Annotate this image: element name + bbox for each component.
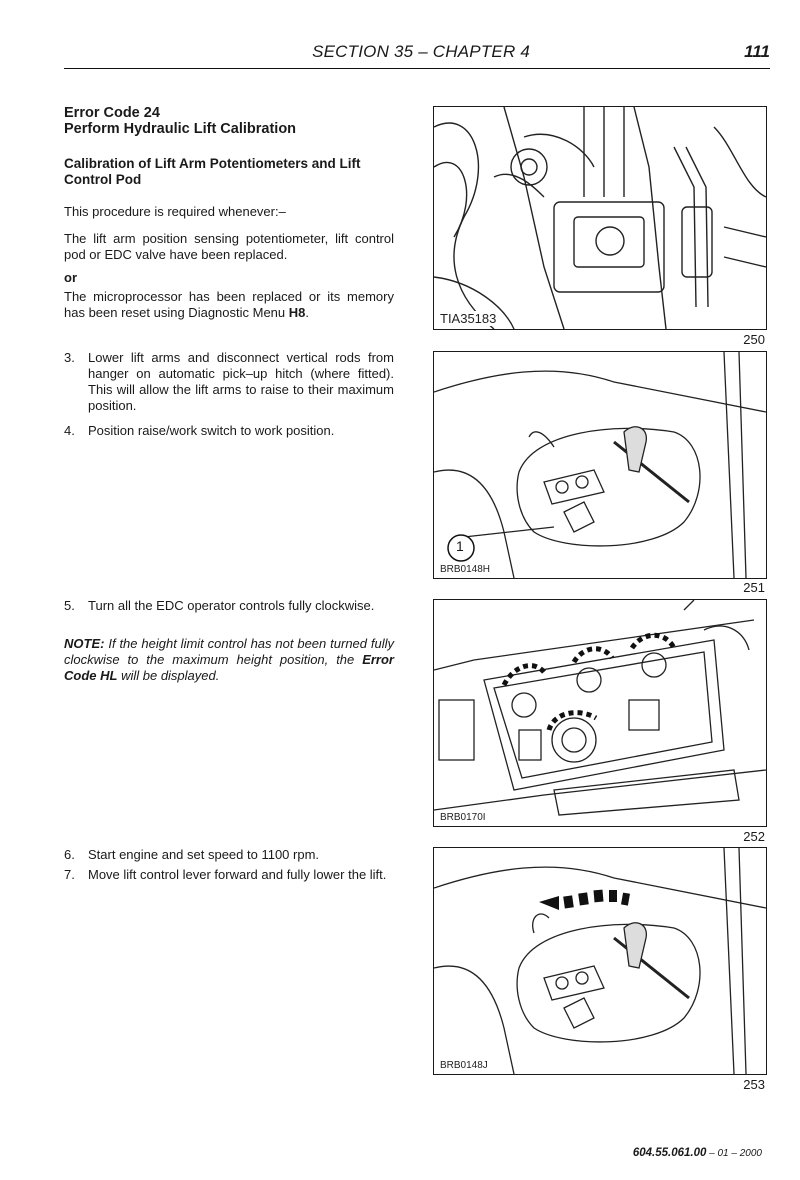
figure-code: TIA35183 (440, 311, 497, 326)
subheading-line-1: Calibration of Lift Arm Potentiometers and Lift (64, 156, 361, 171)
step-text: Turn all the EDC operator controls fully clockwise. (88, 598, 375, 613)
condition-2-end: . (305, 305, 310, 320)
step-7 (64, 867, 394, 883)
note-text (64, 636, 394, 684)
note-label: NOTE: (64, 636, 105, 651)
callout-number: 1 (456, 538, 464, 554)
heading-line-2: Perform Hydraulic Lift Calibration (64, 121, 297, 137)
header-divider (64, 68, 770, 69)
step-text: Start engine and set speed to 1100 rpm. (88, 847, 320, 862)
step-5 (64, 598, 394, 614)
condition-2-text (64, 289, 394, 321)
page-number: 111 (744, 42, 770, 61)
step-number: 3. (64, 350, 75, 365)
figure-253-lift-lever (433, 847, 767, 1075)
step-number: 6. (64, 847, 75, 862)
step-6 (64, 847, 394, 863)
step-number: 5. (64, 598, 75, 613)
step-number: 7. (64, 867, 75, 882)
condition-2-body: The microprocessor has been replaced or its memory has been reset using Diagnostic Menu (64, 289, 394, 320)
doc-separator: – (706, 1148, 718, 1159)
step-text: Move lift control lever forward and fully lower the lift. (88, 867, 387, 882)
figure-252-edc-controls (433, 599, 767, 827)
note-end: will be displayed. (121, 668, 220, 683)
figure-251-lift-control-pod (433, 351, 767, 579)
edc-controls-drawing (434, 600, 766, 826)
document-number (633, 1147, 762, 1159)
doc-code: 604.55.061.00 (632, 1147, 707, 1159)
procedure-heading (64, 105, 424, 137)
figure-number: 250 (743, 332, 765, 347)
figure-code: BRB0148J (440, 1060, 488, 1071)
menu-code: H8 (288, 305, 306, 320)
step-number: 4. (64, 423, 75, 438)
figure-250-hitch-illustration (433, 106, 767, 330)
step-3 (64, 350, 394, 414)
step-4 (64, 423, 394, 439)
condition-1-text: The lift arm position sensing potentiometer, lift control pod or EDC valve have been replaced. (64, 231, 394, 262)
step-text: Position raise/work switch to work position. (88, 423, 335, 438)
control-pod-drawing (434, 352, 766, 578)
note-body: If the height limit control has not been turned fully clockwise to the maximum height position, the (64, 636, 394, 667)
heading-line-1: Error Code 24 (64, 105, 160, 121)
figure-code: BRB0170I (440, 812, 486, 823)
doc-date: 01 – 2000 (717, 1148, 762, 1159)
figure-code: BRB0148H (440, 564, 491, 575)
lift-lever-drawing (434, 848, 766, 1074)
figure-number: 253 (743, 1077, 765, 1092)
or-label: or (64, 270, 77, 285)
figure-number: 252 (743, 829, 765, 844)
procedure-subheading (64, 156, 404, 188)
figure-number: 251 (743, 580, 765, 595)
step-text: Lower lift arms and disconnect vertical rods from hanger on automatic pick–up hitch (where fitted). This will allow the lift arms to raise to their maximum position. (88, 350, 394, 413)
subheading-line-2: Control Pod (64, 172, 142, 187)
error-code-hl: Error Code HL (64, 652, 394, 683)
hitch-drawing (434, 107, 766, 329)
section-title: SECTION 35 – CHAPTER 4 (312, 42, 530, 61)
intro-text: This procedure is required whenever:– (64, 204, 286, 219)
